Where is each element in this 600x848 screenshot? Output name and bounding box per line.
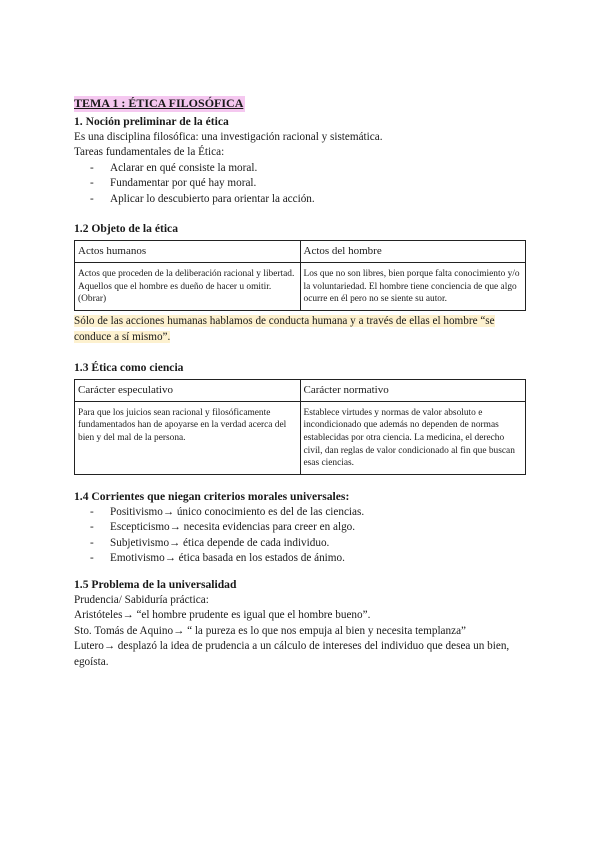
aquinas-line: Sto. Tomás de Aquino→ “ la pureza es lo que nos empuja al bien y necesita templanza” (74, 624, 467, 637)
document-page (74, 96, 526, 670)
table-header-cell: Carácter especulativo (75, 379, 301, 401)
highlighted-note: Sólo de las acciones humanas hablamos de conducta humana y a través de ellas el hombre “se conduce a sí mismo”. (74, 314, 495, 344)
list-item: - Fundamentar por qué hay moral. (90, 176, 526, 192)
human-acts-line-1: Actos que proceden de la deliberación racional y libertad. (78, 269, 295, 279)
table-cell: Para que los juicios sean racional y filosóficamente fundamentados han de apoyarse en la verdad acerca del bien y del mal de la persona. (75, 401, 301, 474)
table-header-cell: Actos humanos (75, 241, 301, 263)
tasks-intro: Tareas fundamentales de la Ética: (74, 146, 225, 158)
table-cell (75, 263, 301, 311)
section-5-heading: 1.5 Problema de la universalidad (74, 577, 237, 591)
table-row (75, 241, 526, 263)
table-header-cell: Carácter normativo (300, 379, 526, 401)
section-3-heading: 1.3 Ética como ciencia (74, 360, 184, 374)
table-row (75, 263, 526, 311)
table-cell: Establece virtudes y normas de valor absoluto e incondicionado que además no dependen de normas establecidas por otra ciencia. La medicina, el derecho civil, dan reglas de valor condicionado al fin que buscan esas ciencias. (300, 401, 526, 474)
luther-line: Lutero→ desplazó la idea de prudencia a un cálculo de intereses del individuo que desea un bien, egoísta. (74, 640, 510, 668)
list-item: - Aclarar en qué consiste la moral. (90, 161, 526, 177)
ethics-as-science-table (74, 379, 526, 475)
section-1-heading: 1. Noción preliminar de la ética (74, 114, 229, 128)
table-row (75, 379, 526, 401)
list-item: - Aplicar lo descubierto para orientar la acción. (90, 192, 526, 208)
list-item: - Emotivismo→ ética basada en los estados de ánimo. (90, 551, 526, 567)
document-title: TEMA 1 : ÉTICA FILOSÓFICA (74, 96, 244, 110)
tasks-list (74, 161, 526, 208)
human-acts-line-2: Aquellos que el hombre es dueño de hacer u omitir. (Obrar) (78, 281, 272, 305)
list-item: - Escepticismo→ necesita evidencias para creer en algo. (90, 520, 526, 536)
list-item: - Subjetivismo→ ética depende de cada individuo. (90, 536, 526, 552)
table-row (75, 401, 526, 474)
aristotle-line: Aristóteles→ “el hombre prudente es igual que el hombre bueno”. (74, 609, 371, 622)
list-item: - Positivismo→ único conocimiento es del de las ciencias. (90, 505, 526, 521)
table-header-cell: Actos del hombre (300, 241, 526, 263)
currents-list (74, 505, 526, 567)
ethics-definition: Es una disciplina filosófica: una investigación racional y sistemática. (74, 130, 383, 143)
object-of-ethics-table (74, 240, 526, 311)
prudence-line: Prudencia/ Sabiduría práctica: (74, 593, 209, 606)
table-cell: Los que no son libres, bien porque falta conocimiento y/o la voluntariedad. El hombre tiene conciencia de que algo ocurre en él pero no se siente su autor. (300, 263, 526, 311)
section-4-heading: 1.4 Corrientes que niegan criterios morales universales: (74, 489, 350, 503)
section-2-heading: 1.2 Objeto de la ética (74, 222, 178, 235)
